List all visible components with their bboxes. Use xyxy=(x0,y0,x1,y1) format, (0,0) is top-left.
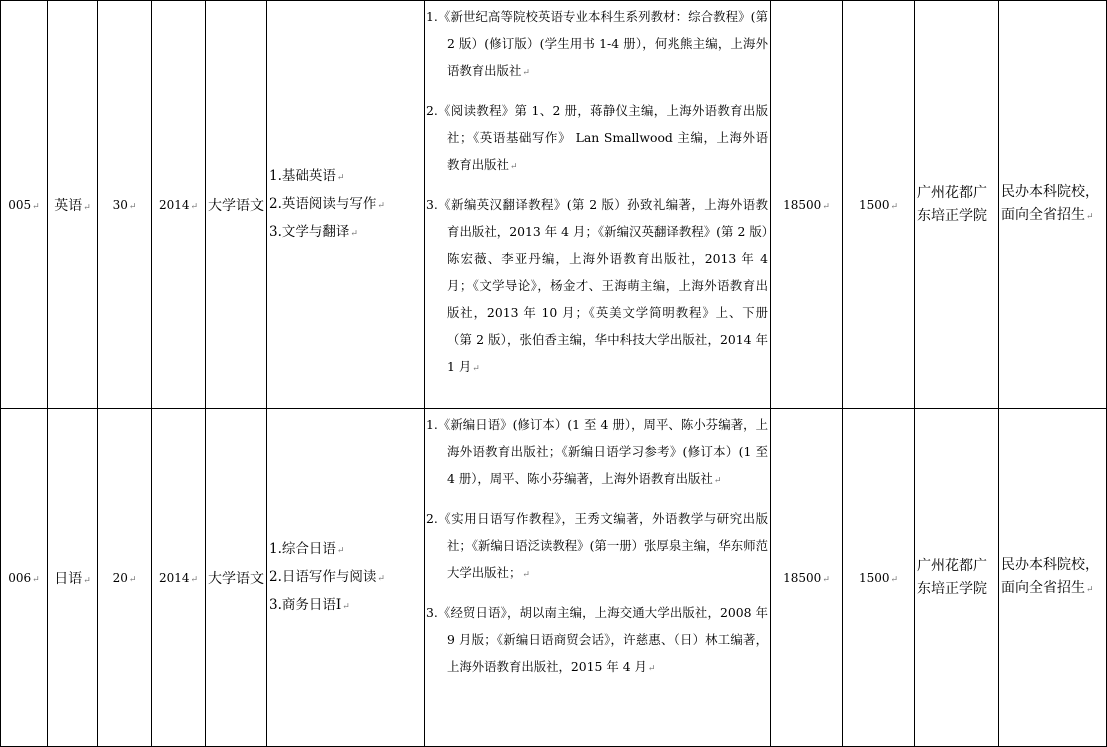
subject-item: 1.综合日语 ↵ xyxy=(269,536,424,564)
subject-item: 2.英语阅读与写作 ↵ xyxy=(269,191,424,219)
subject-item: 3.文学与翻译 ↵ xyxy=(269,219,424,247)
tuition-cell: 18500 ↵ xyxy=(771,409,843,747)
fee-cell: 1500 ↵ xyxy=(843,409,915,747)
subject-item: 1.基础英语 ↵ xyxy=(269,163,424,191)
year-cell: 2014 ↵ xyxy=(152,1,206,409)
major-cell: 日语 ↵ xyxy=(48,409,98,747)
subjects-cell xyxy=(267,409,425,747)
count-cell: 30 ↵ xyxy=(98,1,152,409)
book-item: 2.《阅读教程》第 1、2 册，蒋静仪主编，上海外语教育出版社；《英语基础写作》 Lan Smallwood 主编，上海外语教育出版社 ↵ xyxy=(426,97,768,181)
book-item: 2.《实用日语写作教程》，王秀文编著，外语教学与研究出版社；《新编日语泛读教程》(第一册）张厚泉主编，华东师范大学出版社； ↵ xyxy=(426,505,768,589)
code-cell: 006 ↵ xyxy=(1,409,48,747)
book-item: 3.《经贸日语》，胡以南主编，上海交通大学出版社，2008 年 9 月版；《新编日语商贸会话》，许慈惠、（日）林工编著，上海外语教育出版社，2015 年 4 月 ↵ xyxy=(426,599,768,683)
note-cell: 民办本科院校，面向全省招生 ↵ xyxy=(999,409,1107,747)
major-cell: 英语 ↵ xyxy=(48,1,98,409)
year-cell: 2014 ↵ xyxy=(152,409,206,747)
count-cell: 20 ↵ xyxy=(98,409,152,747)
note-cell: 民办本科院校，面向全省招生 ↵ xyxy=(999,1,1107,409)
exam-cell: 大学语文 xyxy=(206,1,267,409)
book-item: 1.《新编日语》(修订本）(1 至 4 册），周平、陈小芬编著，上海外语教育出版社；《新编日语学习参考》(修订本）(1 至 4 册），周平、陈小芬编著，上海外语教育出版社 ↵ xyxy=(426,411,768,495)
subject-item: 3.商务日语Ⅰ ↵ xyxy=(269,592,424,620)
subject-item: 2.日语写作与阅读 ↵ xyxy=(269,564,424,592)
fee-cell: 1500 ↵ xyxy=(843,1,915,409)
table-row xyxy=(1,1,1107,409)
subjects-cell xyxy=(267,1,425,409)
code-cell: 005 ↵ xyxy=(1,1,48,409)
exam-cell: 大学语文 xyxy=(206,409,267,747)
tuition-cell: 18500 ↵ xyxy=(771,1,843,409)
books-cell xyxy=(425,409,771,747)
school-cell: 广州花都广东培正学院 xyxy=(915,1,999,409)
book-item: 3.《新编英汉翻译教程》(第 2 版）孙致礼编著，上海外语教育出版社，2013 年 4 月；《新编汉英翻译教程》(第 2 版）陈宏薇、李亚丹编，上海外语教育出版社，2013 年 4 月；《文学导论》，杨金才、王海萌主编，上海外语教育出版社，2013 年 10 月；《英美文学简明教程》上、下册（第 2 版），张伯香主编，华中科技大学出版社，2014 年 1 月 ↵ xyxy=(426,191,768,383)
books-cell xyxy=(425,1,771,409)
book-item: 1.《新世纪高等院校英语专业本科生系列教材：综合教程》(第 2 版）(修订版）(学生用书 1-4 册），何兆熊主编，上海外语教育出版社 ↵ xyxy=(426,3,768,87)
table-row xyxy=(1,409,1107,747)
school-cell: 广州花都广东培正学院 xyxy=(915,409,999,747)
